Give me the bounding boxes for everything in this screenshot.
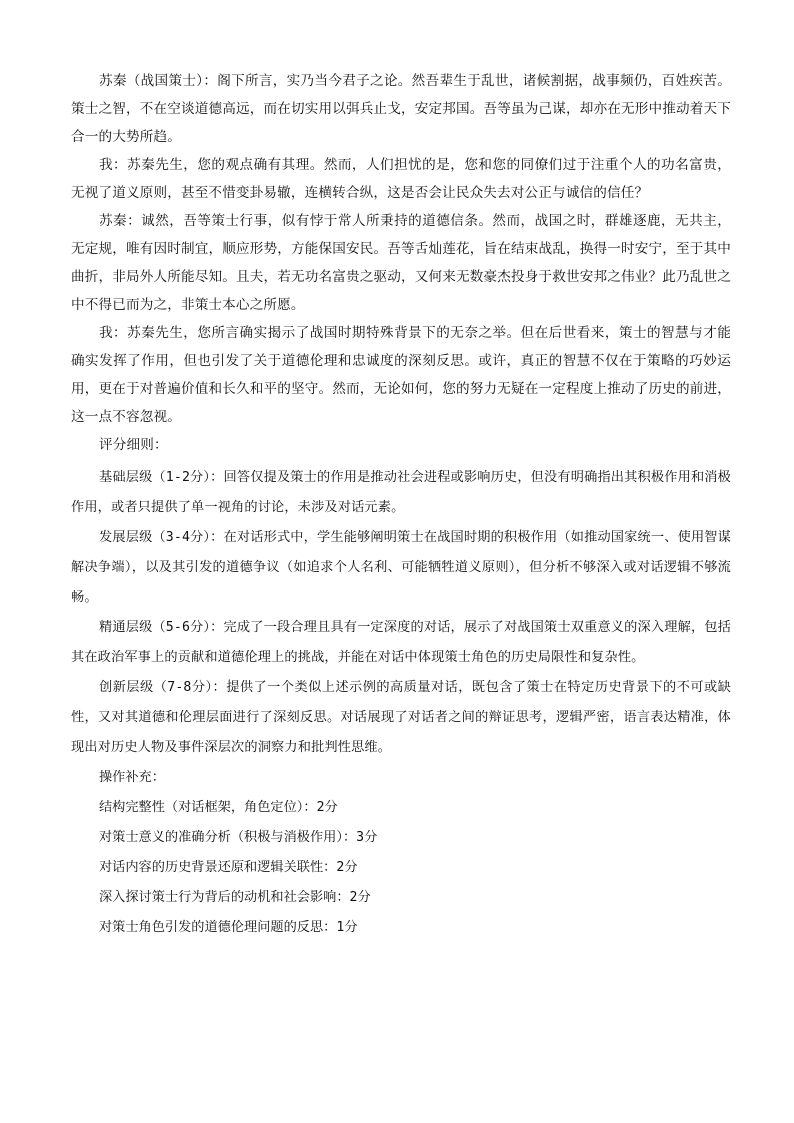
scoring-level-proficient: 精通层级（5-6分）：完成了一段合理且具有一定深度的对话，展示了对战国策士双重意义的深入理解，包括其在政治军事上的贡献和道德伦理上的挑战，并能在对话中体现策士角色的历史局限性和复杂性。 <box>71 620 731 665</box>
operation-item-structure: 结构完整性（对话框架，角色定位）：2分 <box>99 800 338 815</box>
operation-item-context: 对话内容的历史背景还原和逻辑关联性：2分 <box>99 860 358 875</box>
scoring-level-developing: 发展层级（3-4分）：在对话形式中，学生能够阐明策士在战国时期的积极作用（如推动国家统一、使用智谋解决争端），以及其引发的道德争议（如追求个人名利、可能牺牲道义原则），但分析不够深入或对话逻辑不够流畅。 <box>71 530 731 605</box>
dialogue-paragraph-me-1: 我：苏秦先生，您的观点确有其理。然而，人们担忧的是，您和您的同僚们过于注重个人的功名富贵，无视了道义原则，甚至不惜变卦易辙，连横转合纵，这是否会让民众失去对公正与诚信的信任？ <box>71 157 731 201</box>
dialogue-paragraph-me-2: 我：苏秦先生，您所言确实揭示了战国时期特殊背景下的无奈之举。但在后世看来，策士的智慧与才能确实发挥了作用，但也引发了关于道德伦理和忠诚度的深刻反思。或许，真正的智慧不仅在于策略的巧妙运用，更在于对普遍价值和长久和平的坚守。然而，无论如何，您的努力无疑在一定程度上推动了历史的前进，这一点不容忽视。 <box>71 325 731 425</box>
document-body <box>71 67 731 943</box>
operation-item-motivation: 深入探讨策士行为背后的动机和社会影响：2分 <box>99 890 371 905</box>
dialogue-paragraph-suqin-1: 苏秦（战国策士）：阁下所言，实乃当今君子之论。然吾辈生于乱世，诸候割据，战事频仍，百姓疾苦。策士之智，不在空谈道德高远，而在切实用以弭兵止戈，安定邦国。吾等虽为己谋，却亦在无形中推动着天下合一的大势所趋。 <box>71 73 731 145</box>
dialogue-paragraph-suqin-2: 苏秦：诚然，吾等策士行事，似有悖于常人所秉持的道德信条。然而，战国之时，群雄逐鹿，无共主，无定规，唯有因时制宜，顺应形势，方能保国安民。吾等舌灿莲花，旨在结束战乱，换得一时安宁，至于其中曲折，非局外人所能尽知。且夫，若无功名富贵之驱动，又何来无数豪杰投身于救世安邦之伟业？此乃乱世之中不得已而为之，非策士本心之所愿。 <box>71 213 731 313</box>
scoring-heading: 评分细则： <box>99 437 168 453</box>
operation-item-analysis: 对策士意义的准确分析（积极与消极作用）：3分 <box>99 830 378 845</box>
operation-heading: 操作补充： <box>99 770 165 785</box>
scoring-level-innovative: 创新层级（7-8分）：提供了一个类似上述示例的高质量对话，既包含了策士在特定历史背景下的不可或缺性，又对其道德和伦理层面进行了深刻反思。对话展现了对话者之间的辩证思考，逻辑严密，语言表达精准，体现出对历史人物及事件深层次的洞察力和批判性思维。 <box>71 680 731 755</box>
operation-item-reflection: 对策士角色引发的道德伦理问题的反思：1分 <box>99 920 358 935</box>
scoring-level-basic: 基础层级（1-2分）：回答仅提及策士的作用是推动社会进程或影响历史，但没有明确指出其积极作用和消极作用，或者只提供了单一视角的讨论，未涉及对话元素。 <box>71 470 731 515</box>
